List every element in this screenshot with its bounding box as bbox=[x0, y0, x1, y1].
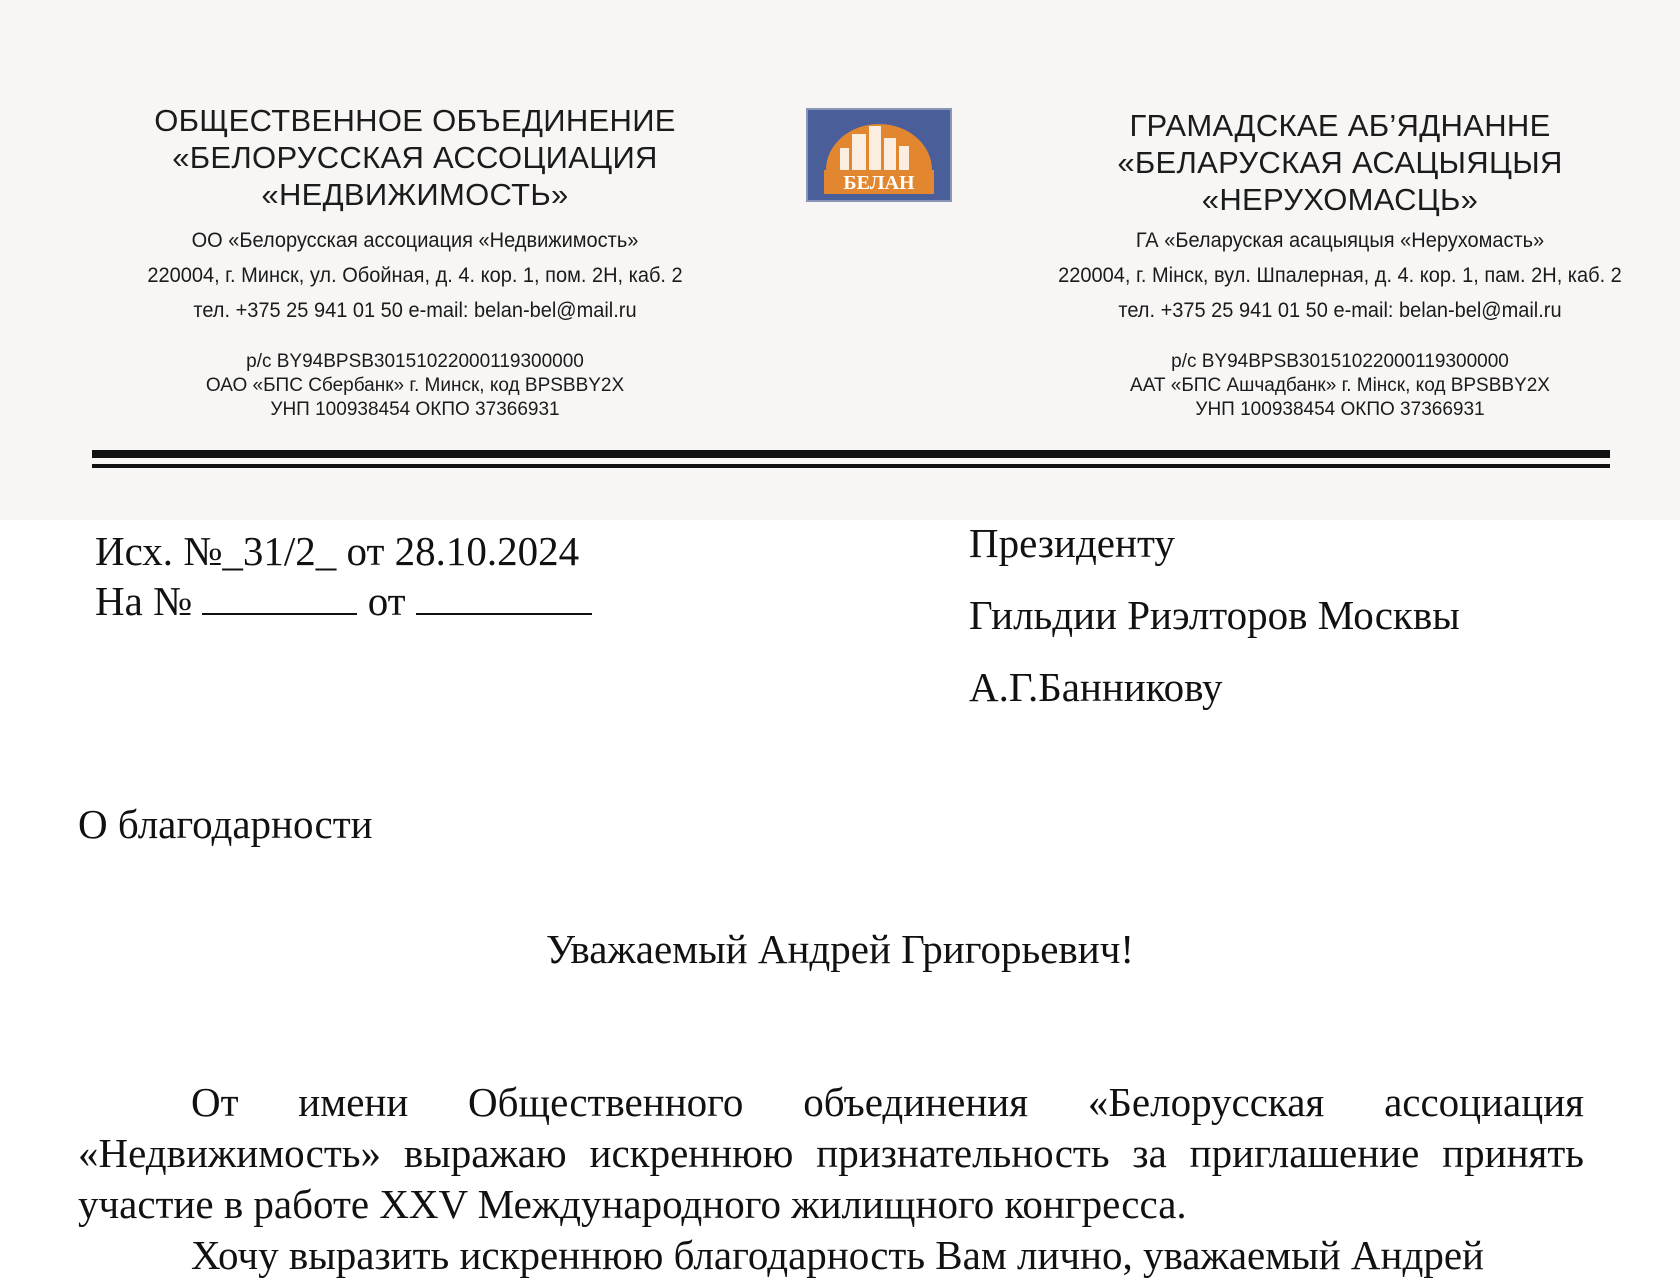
org-bank-ru bbox=[70, 350, 760, 422]
org-title-line: ОБЩЕСТВЕННОЕ ОБЪЕДИНЕНИЕ bbox=[154, 103, 676, 138]
org-title-line: ГРАМАДСКАЕ АБ’ЯДНАННЕ bbox=[1129, 108, 1551, 143]
org-contact-line: тел. +375 25 941 01 50 e-mail: belan-bel@mail.ru bbox=[193, 298, 637, 322]
org-address-ru bbox=[70, 223, 760, 328]
recipient-name: А.Г.Банникову bbox=[969, 664, 1223, 710]
org-address-line: ОО «Белорусская ассоциация «Недвижимость» bbox=[191, 228, 639, 252]
body-paragraph: От имени Общественного объединения «Белорусская ассоциация «Недвижимость» выражаю искреннюю признательность за приглашение принять участие в работе XXV Международного жилищного конгресса. bbox=[78, 1079, 1584, 1227]
org-title-line: «БЕЛАРУСКАЯ АСАЦЫЯЦЫЯ bbox=[1117, 145, 1563, 180]
incoming-number-blank bbox=[202, 577, 357, 615]
outgoing-number: Исх. №_31/2_ от 28.10.2024 bbox=[95, 528, 580, 574]
bank-account-line: р/с BY94BPSB30151022000119300000 bbox=[1171, 351, 1509, 372]
letter-subject: О благодарности bbox=[78, 801, 373, 847]
logo-icon bbox=[806, 108, 952, 202]
document-reference bbox=[95, 526, 592, 626]
tax-id-line: УНП 100938454 ОКПО 37366931 bbox=[1195, 399, 1485, 420]
org-title-line: «НЕДВИЖИМОСТЬ» bbox=[261, 177, 569, 212]
tax-id-line: УНП 100938454 ОКПО 37366931 bbox=[270, 399, 560, 420]
recipient-organization: Гильдии Риэлторов Москвы bbox=[969, 592, 1460, 638]
org-contact-line: тел. +375 25 941 01 50 e-mail: belan-bel@mail.ru bbox=[1118, 298, 1562, 322]
recipient-title: Президенту bbox=[969, 520, 1175, 566]
bank-name-line: ААТ «БПС Ашчадбанк» г. Мінск, код BPSBBY2X bbox=[1130, 375, 1550, 396]
letter-body bbox=[78, 1077, 1584, 1281]
letterhead-divider-thick bbox=[92, 450, 1610, 458]
org-address-line: 220004, г. Мінск, вул. Шпалерная, д. 4. кор. 1, пам. 2Н, каб. 2 bbox=[1058, 263, 1622, 287]
incoming-from-label: от bbox=[367, 578, 406, 624]
recipient-block bbox=[969, 518, 1460, 734]
belan-logo bbox=[806, 108, 952, 202]
bank-account-line: р/с BY94BPSB30151022000119300000 bbox=[246, 351, 584, 372]
org-title-ru bbox=[70, 102, 760, 213]
org-title-line: «БЕЛОРУССКАЯ АССОЦИАЦИЯ bbox=[172, 140, 658, 175]
org-address-line: ГА «Беларуская асацыяцыя «Нерухомасть» bbox=[1135, 228, 1545, 252]
org-bank-be bbox=[1020, 350, 1660, 422]
letterhead-divider-thin bbox=[92, 464, 1610, 468]
bank-name-line: ОАО «БПС Сбербанк» г. Минск, код BPSBBY2X bbox=[205, 375, 625, 396]
org-address-line: 220004, г. Минск, ул. Обойная, д. 4. кор. 1, пом. 2Н, каб. 2 bbox=[147, 263, 683, 287]
incoming-date-blank bbox=[416, 577, 592, 615]
org-title-line: «НЕРУХОМАСЦЬ» bbox=[1201, 182, 1479, 217]
salutation: Уважаемый Андрей Григорьевич! bbox=[546, 926, 1134, 972]
org-title-be bbox=[1020, 107, 1660, 218]
org-address-be bbox=[1020, 223, 1660, 328]
incoming-prefix: На № bbox=[95, 578, 193, 624]
incoming-number bbox=[95, 576, 592, 626]
body-paragraph-partial: Хочу выразить искреннюю благодарность Вам лично, уважаемый Андрей bbox=[191, 1232, 1484, 1278]
logo-text: БЕЛАН bbox=[843, 172, 915, 194]
